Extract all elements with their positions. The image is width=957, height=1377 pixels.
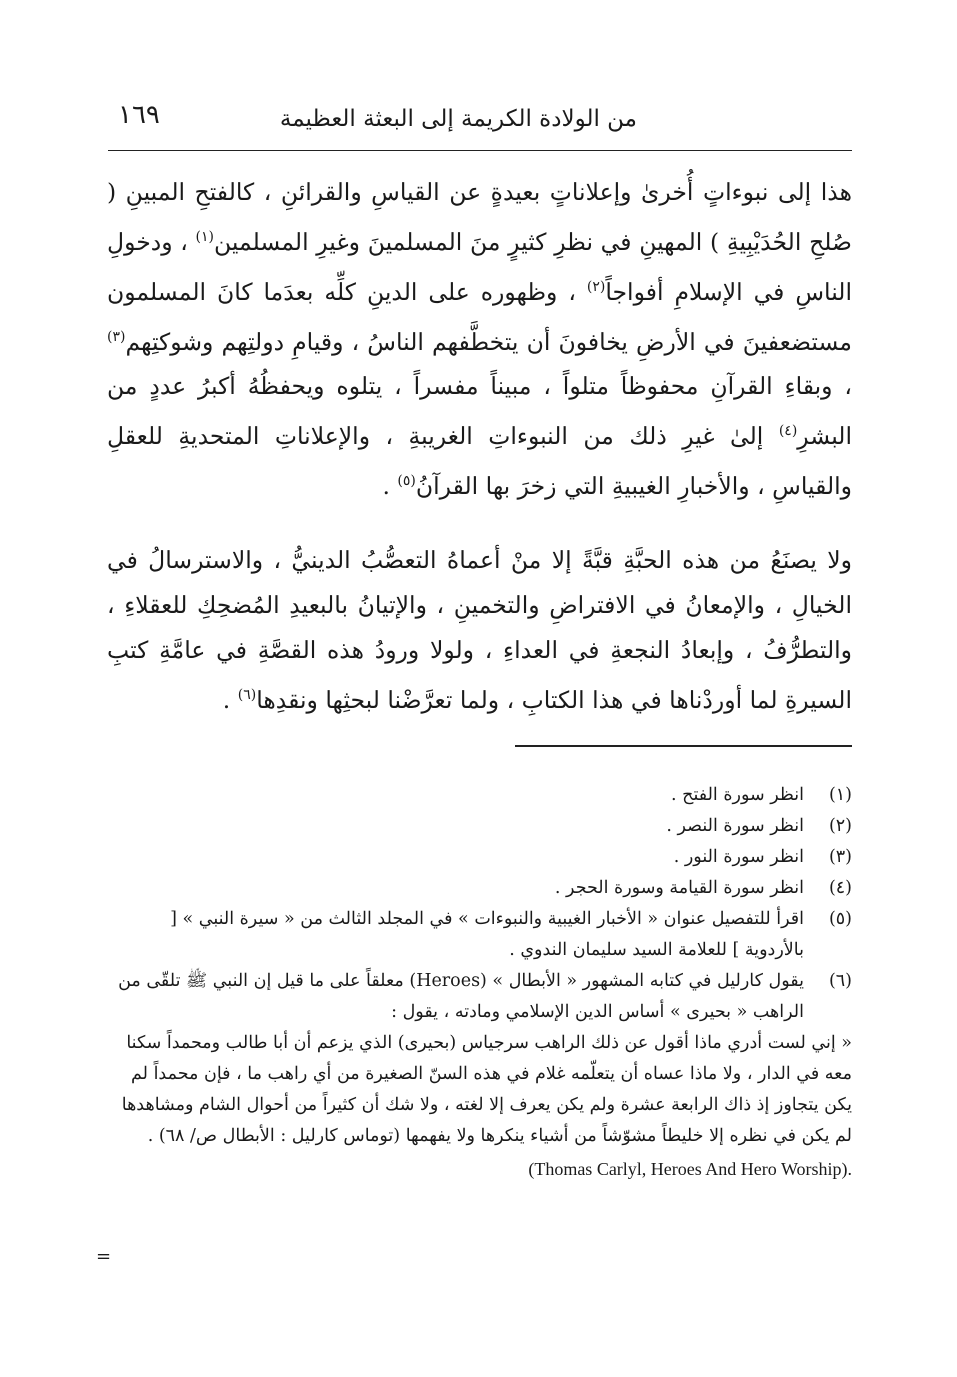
footnote-number: (٢) <box>828 816 852 836</box>
margin-mark: = <box>96 1246 112 1267</box>
footnote-ref-5: (٥) <box>397 473 416 490</box>
footnote-ref-2: (٢) <box>586 278 606 295</box>
paragraph-1-text: هذا إلى نبوءاتٍ أُخرىٰ وإعلاناتٍ بعيدةٍ عن القياسِ والقرائنِ ، كالفتحِ المبينِ ( صُلحِ الحُدَيْبِيةِ ) المهينِ في نظرِ كثيرٍ منَ المسلمينَ وغيرِ المسلمين <box>107 178 852 256</box>
footnote-text <box>107 966 804 1028</box>
footnote-text: انظر سورة الفتح . <box>671 785 804 805</box>
paragraph-1 <box>107 170 852 509</box>
footnote-5 <box>107 904 852 966</box>
footnote-2 <box>107 811 852 842</box>
paragraph-2 <box>107 538 852 723</box>
footnote-separator <box>515 745 852 747</box>
footnote-ref-1: (١) <box>195 229 215 245</box>
page-header <box>108 98 852 146</box>
page-number: ١٦٩ <box>118 100 160 130</box>
footnote-text: انظر سورة النور . <box>673 847 804 867</box>
footnote-number: (٤) <box>828 878 852 898</box>
footnote-text: اقرأ للتفصيل عنوان « الأخبار الغيبية والنبوءات » في المجلد الثالث من « سيرة النبي » [ بالأردوية ] للعلامة السيد سليمان الندوي . <box>170 909 804 960</box>
footnote-number: (٦) <box>828 971 852 991</box>
footnote-number: (١) <box>828 785 852 805</box>
footnote-number: (٥) <box>828 909 852 929</box>
footnote-ref-4: (٤) <box>778 423 798 440</box>
footnote-4 <box>107 873 852 904</box>
footnote-text: انظر سورة القيامة وسورة الحجر . <box>554 878 804 898</box>
footnote-ref-6: (٦) <box>237 687 257 703</box>
footnote-6 <box>107 966 852 1028</box>
paragraph-2-text: . <box>222 685 231 714</box>
paragraph-1-text: ، وظهوره على الدينِ كلِّه بعدَما كانَ المسلمون مستضعفينَ في الأرضِ يخافونَ أن يتخطَّفهم الناسُ ، وقيامِ دولتِهم وشوكتِهم <box>107 277 852 356</box>
running-title: من الولادة الكريمة إلى البعثة العظيمة <box>279 106 637 132</box>
footnote-1 <box>107 780 852 811</box>
paragraph-1-text: إلىٰ غيرِ ذلك من النبوءاتِ الغريبةِ ، والإعلاناتِ المتحديةِ للعقلِ والقياسِ ، والأخبارِ الغيبيةِ التي زخرَ بها القرآنُ <box>107 422 852 501</box>
paragraph-2-text: ولا يصنَعُ من هذه الحبَّةِ قبَّةً إلا منْ أعماهُ التعصُّبُ الدينيُّ ، والاسترسالُ في الخيالِ ، والإمعانُ في الافتراضِ والتخمينِ ، والإتيانُ بالبعيدِ المُضحِكِ للعقلاءِ ، والتطرُّفُ ، وإبعادُ النجعةِ في العداءِ ، ولولا ورودُ هذه القصَّةِ في عامَّةِ كتبِ السيرةِ لما أوردْناها في هذا الكتابِ ، ولما تعرَّضْنا لبحثِها ونقدِها <box>107 546 852 714</box>
footnote-6-quote: « إني لست أدري ماذا أقول عن ذلك الراهب سرجياس (بحيرى) الذي يزعم أن أبا طالب ومحمداً سكنا معه في الدار ، ولا ماذا عساه أن يتعلّمه غلام في هذه السنّ الصغيرة من أي راهب ما ، فإن محمداً لم يكن يتجاوز إذ ذاك الرابعة عشرة ولم يكن يعرف إلا لغته ، ولا شك أن كثيراً من أحوال الشام ومشاهدها لم يكن في نظره إلا خليطاً مشوّشاً من أشياء ينكرها ولا يفهمها (توماس كارليل : الأبطال ص/ ٦٨) . <box>121 1033 852 1146</box>
paragraph-1-text: ، ودخولِ الناسِ في الإسلامِ أفواجاً <box>107 227 852 306</box>
paragraph-1-text: ، وبقاءِ القرآنِ محفوظاً متلواً ، مبيناً مفسراً ، يتلوه ويحفظُهُ أكبرُ عددٍ من البشرِ <box>107 372 852 451</box>
footnote-number: (٣) <box>828 847 852 867</box>
footnote-3 <box>107 842 852 873</box>
paragraph-1-text: . <box>382 472 390 501</box>
footnote-ref-3: (٣) <box>107 328 126 345</box>
footnote-6-intro: يقول كارليل في كتابه المشهور « الأبطال » (Heroes) معلقاً على ما قيل إن النبي ﷺ تلقّى من الراهب « بحيرى » أساس الدين الإسلامي ومادته ، يقول : <box>118 971 804 1022</box>
footnote-6-latin-citation: (Thomas Carlyl, Heroes And Hero Worship). <box>528 1159 852 1179</box>
footnote-text: انظر سورة النصر . <box>666 816 804 836</box>
header-rule <box>108 150 852 151</box>
footnotes <box>107 780 852 1185</box>
